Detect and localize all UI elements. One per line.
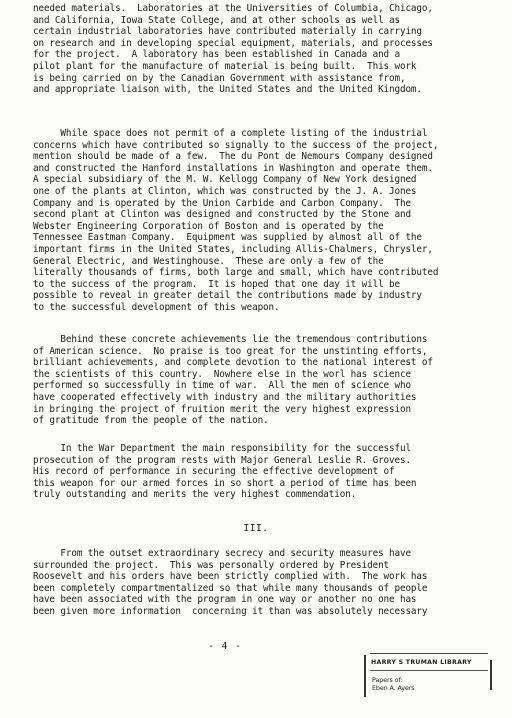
text-line: literally thousands of firms, both large and small, which have contributed [33, 267, 439, 279]
text-line: certain industrial laboratories have contributed materially in carrying [33, 26, 422, 38]
text-line: and constructed the Hanford installations in Washington and operate them. [33, 162, 433, 174]
text-line: have been associated with the program in one way or another no one has [33, 594, 417, 606]
stamp-library-name: HARRY S TRUMAN LIBRARY [371, 659, 472, 666]
text-line: truly outstanding and merits the very highest commendation. [33, 489, 357, 501]
text-line: of gratitude from the people of the nation. [33, 415, 269, 427]
text-line: this weapon for our armed forces in so short a period of time has been [33, 477, 417, 489]
section-numeral: III. [243, 523, 269, 534]
text-line: His record of performance in securing the effective development of [33, 466, 395, 478]
stamp-bracket-right [490, 660, 492, 690]
paragraph-war-department [33, 443, 493, 501]
stamp-bracket-left [364, 655, 366, 697]
text-line: Tennessee Eastman Company. Equipment was supplied by almost all of the [33, 232, 422, 244]
text-line: pilot plant for the manufacture of material is being built. This work [33, 60, 417, 72]
text-line: to the success of the program. It is hoped that one day it will be [33, 278, 400, 290]
text-line: performed so successfully in time of war. All the men of science who [33, 380, 411, 392]
text-line: From the outset extraordinary secrecy and security measures have [33, 548, 411, 559]
archive-stamp [364, 652, 494, 696]
text-line: for the project. A laboratory has been established in Canada and a [33, 49, 400, 61]
paragraph-research-laboratories [33, 3, 493, 96]
text-line: important firms in the United States, including Allis-Chalmers, Chrysler, [33, 243, 433, 255]
text-line: the scientists of this country. Nowhere else in the worl has science [33, 368, 411, 380]
text-line: Behind these concrete achievements lie the tremendous contributions [33, 334, 428, 345]
text-line: brilliant achievements, and complete devotion to the national interest of [33, 357, 433, 369]
text-line: is being carried on by the Canadian Government with assistance from, [33, 72, 406, 84]
text-line: second plant at Clinton was designed and constructed by the Stone and [33, 209, 411, 221]
stamp-rule-middle [370, 670, 488, 671]
text-line: needed materials. Laboratories at the Universities of Columbia, Chicago, [33, 3, 433, 14]
text-line: Company and is operated by the Union Carbide and Carbon Company. The [33, 197, 411, 209]
text-line: one of the plants at Clinton, which was constructed by the J. A. Jones [33, 185, 417, 197]
stamp-papers-name: Eben A. Ayers [372, 684, 415, 692]
text-line: been given more information concerning it than was absolutely necessary [33, 605, 428, 617]
text-line: Webster Engineering Corporation of Boston and is operated by the [33, 220, 384, 232]
text-line: prosecution of the program rests with Major General Leslie R. Groves. [33, 454, 411, 466]
paragraph-american-science [33, 334, 493, 427]
text-line: and California, Iowa State College, and at other schools as well as [33, 14, 400, 26]
stamp-papers-label: Papers of: [372, 676, 403, 684]
text-line: mention should be made of a few. The du Pont de Nemours Company designed [33, 151, 433, 163]
paragraph-secrecy-measures [33, 548, 493, 618]
text-line: on research and in developing special equipment, materials, and processes [33, 37, 433, 49]
text-line: of American science. No praise is too great for the unstinting efforts, [33, 345, 428, 357]
text-line: While space does not permit of a complete listing of the industrial [33, 128, 428, 139]
text-line: A special subsidiary of the M. W. Kellogg Company of New York designed [33, 174, 417, 186]
text-line: surrounded the project. This was personally ordered by President [33, 559, 390, 571]
stamp-rule-top [370, 653, 488, 654]
text-line: been completely compartmentalized so that while many thousands of people [33, 582, 428, 594]
text-line: In the War Department the main responsibility for the successful [33, 443, 411, 454]
text-line: concerns which have contributed so signally to the success of the project, [33, 139, 439, 151]
text-line: General Electric, and Westinghouse. These are only a few of the [33, 255, 384, 267]
text-line: and appropriate liaison with, the United States and the United Kingdom. [33, 84, 422, 96]
text-line: possible to reveal in greater detail the contributions made by industry [33, 290, 422, 302]
text-line: to the successful development of this weapon. [33, 301, 280, 313]
page-number: - 4 - [208, 641, 242, 652]
paragraph-industrial-concerns [33, 128, 493, 314]
text-line: have cooperated effectively with industry and the military authorities [33, 391, 417, 403]
text-line: Roosevelt and his orders have been strictly complied with. The work has [33, 571, 428, 583]
text-line: in bringing the project of fruition merit the very highest expression [33, 403, 411, 415]
